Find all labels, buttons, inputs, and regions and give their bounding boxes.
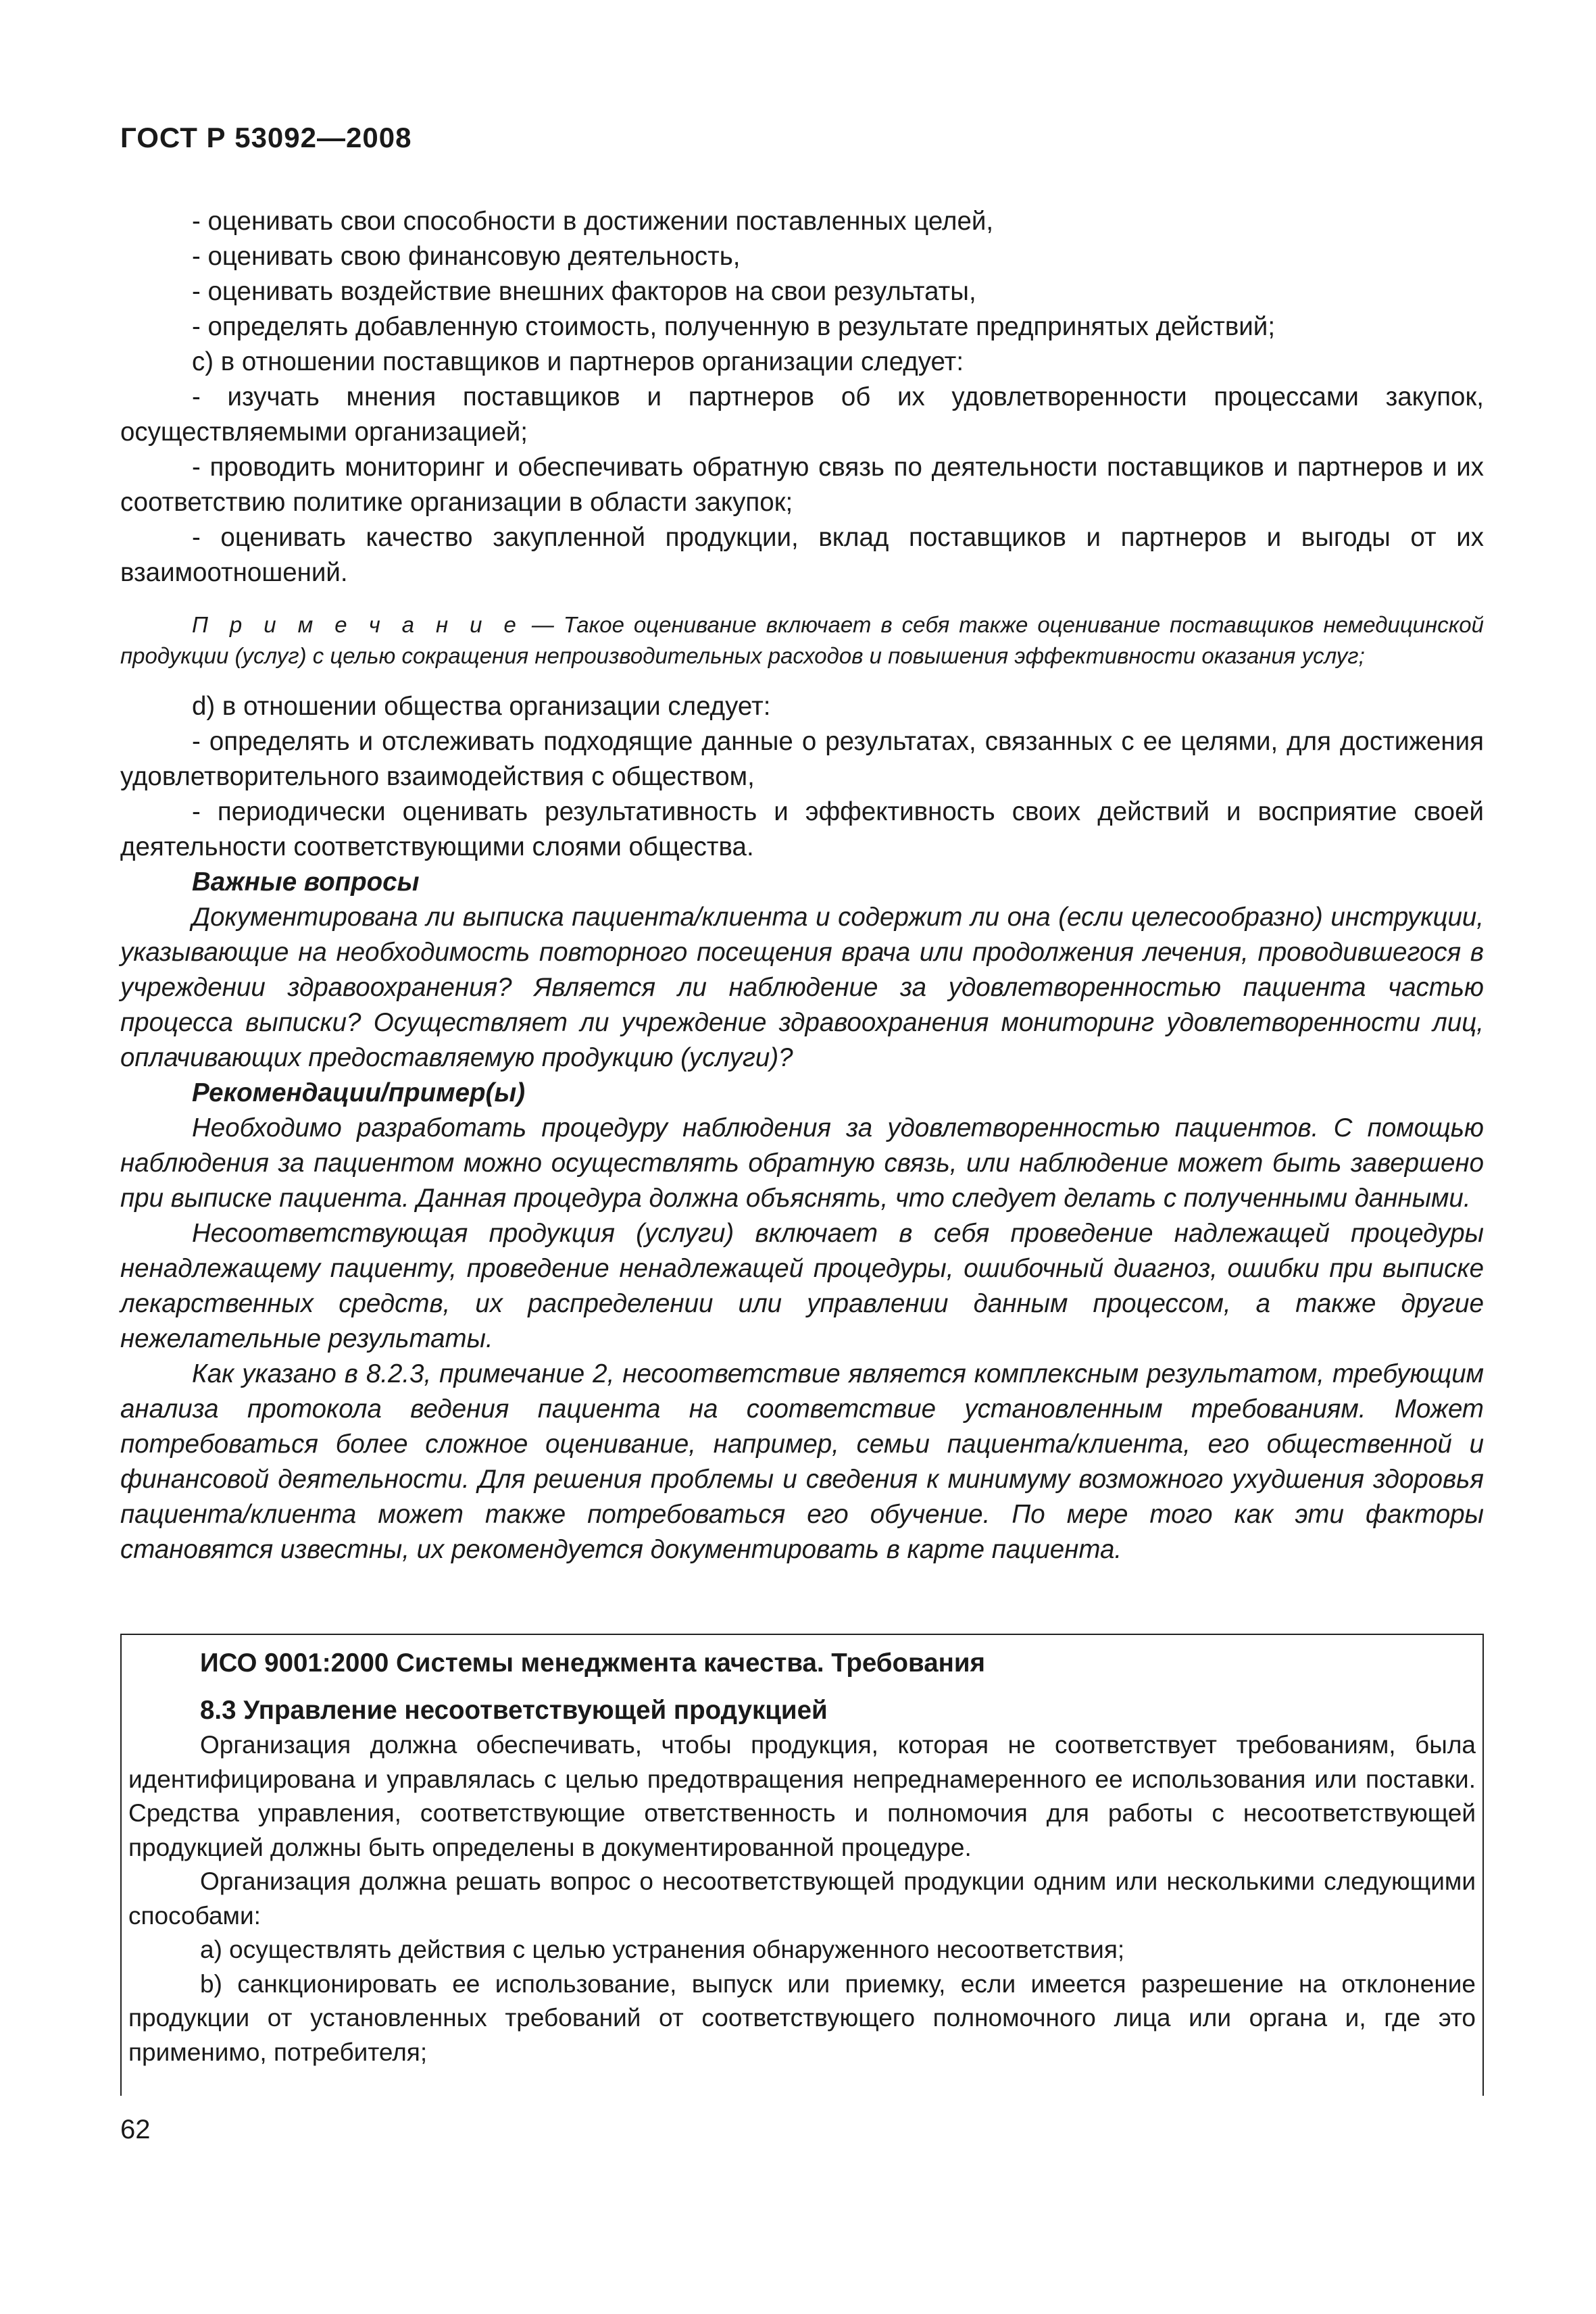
list-item: - проводить мониторинг и обеспечивать обратную связь по деятельности поставщиков и партнеров и их соответствию политике организации в области закупок; (120, 453, 1484, 517)
list-item: - оценивать качество закупленной продукции, вклад поставщиков и партнеров и выгоды от их взаимоотношений. (120, 523, 1484, 587)
page-number: 62 (120, 2115, 151, 2144)
list-item: - оценивать свою финансовую деятельность, (192, 242, 741, 271)
list-item: - оценивать свои способности в достижении поставленных целей, (192, 207, 994, 236)
iso-paragraph: Организация должна решать вопрос о несоответствующей продукции одним или несколькими следующими способами: (128, 1867, 1476, 1930)
note-text: — Такое оценивание включает в себя также оценивание поставщиков немедицинской продукции (услуг) с целью сокращения непроизводительных расходов и повышения эффективности оказания услуг; (120, 612, 1484, 668)
recommendation-paragraph: Необходимо разработать процедуру наблюдения за удовлетворенностью пациентов. С помощью наблюдения за пациентом можно осуществлять обратную связь, или наблюдение может быть завершено при выписке пациента. Данная процедура должна объяснять, что следует делать с полученными данными. (120, 1113, 1484, 1213)
recommendation-paragraph: Как указано в 8.2.3, примечание 2, несоответствие является комплексным результатом, требующим анализа протокола ведения пациента на соответствие установленным требованиям. Может потребоваться более сложное оценивание, например, семьи пациента/клиента, его общественной и финансовой деятельности. Для решения проблемы и сведения к минимуму возможного ухудшения здоровья пациента/клиента может также потребоваться его обучение. По мере того как эти факторы становятся известны, их рекомендуется документировать в карте пациента. (120, 1359, 1484, 1564)
main-text (120, 204, 1484, 1567)
section-heading-questions: Важные вопросы (192, 867, 420, 897)
iso-title: ИСО 9001:2000 Системы менеджмента качества. Требования (200, 1649, 986, 1678)
list-item: - определять добавленную стоимость, полученную в результате предпринятых действий; (192, 312, 1276, 341)
recommendation-paragraph: Несоответствующая продукция (услуги) включает в себя проведение надлежащей процедуры ненадлежащему пациенту, проведение ненадлежащей процедуры, ошибочный диагноз, ошибки при выписке лекарственных средств, их распределении или управлении данным процессом, а также другие нежелательные результаты. (120, 1219, 1484, 1353)
iso-quote-box (120, 1634, 1484, 2096)
list-item: - оценивать воздействие внешних факторов на свои результаты, (192, 277, 976, 306)
iso-list-item: a) осуществлять действия с целью устранения обнаруженного несоответствия; (200, 1936, 1125, 1963)
list-item: - периодически оценивать результативность и эффективность своих действий и восприятие своей деятельности соответствующими слоями общества. (120, 797, 1484, 861)
note-paragraph (120, 609, 1484, 672)
questions-text: Документирована ли выписка пациента/клиента и содержит ли она (если целесообразно) инструкции, указывающие на необходимость повторного посещения врача или продолжения лечения, проводившегося в учреждении здравоохранения? Является ли наблюдение за удовлетворенностью пациента частью процесса выписки? Осуществляет ли учреждение здравоохранения мониторинг удовлетворенности лиц, оплачивающих предоставляемую продукцию (услуги)? (120, 903, 1484, 1072)
section-heading-recommendations: Рекомендации/пример(ы) (192, 1078, 526, 1107)
list-item: - определять и отслеживать подходящие данные о результатах, связанных с ее целями, для достижения удовлетворительного взаимодействия с обществом, (120, 727, 1484, 791)
document-header: ГОСТ Р 53092—2008 (120, 122, 412, 153)
note-label: П р и м е ч а н и е (192, 612, 522, 637)
list-item: c) в отношении поставщиков и партнеров организации следует: (192, 347, 964, 376)
iso-subtitle: 8.3 Управление несоответствующей продукцией (200, 1696, 828, 1725)
iso-list-item: b) санкционировать ее использование, выпуск или приемку, если имеется разрешение на отклонение продукции от установленных требований от соответствующего полномочного лица или органа и, где это применимо, потребителя; (128, 1969, 1476, 2066)
list-item: - изучать мнения поставщиков и партнеров об их удовлетворенности процессами закупок, осуществляемыми организацией; (120, 382, 1484, 447)
list-item: d) в отношении общества организации следует: (192, 692, 771, 721)
iso-paragraph: Организация должна обеспечивать, чтобы продукция, которая не соответствует требованиям, была идентифицирована и управлялась с целью предотвращения непреднамеренного ее использования или поставки. Средства управления, соответствующие ответственность и полномочия для работы с несоответствующей продукцией должны быть определены в документированной процедуре. (128, 1731, 1476, 1861)
